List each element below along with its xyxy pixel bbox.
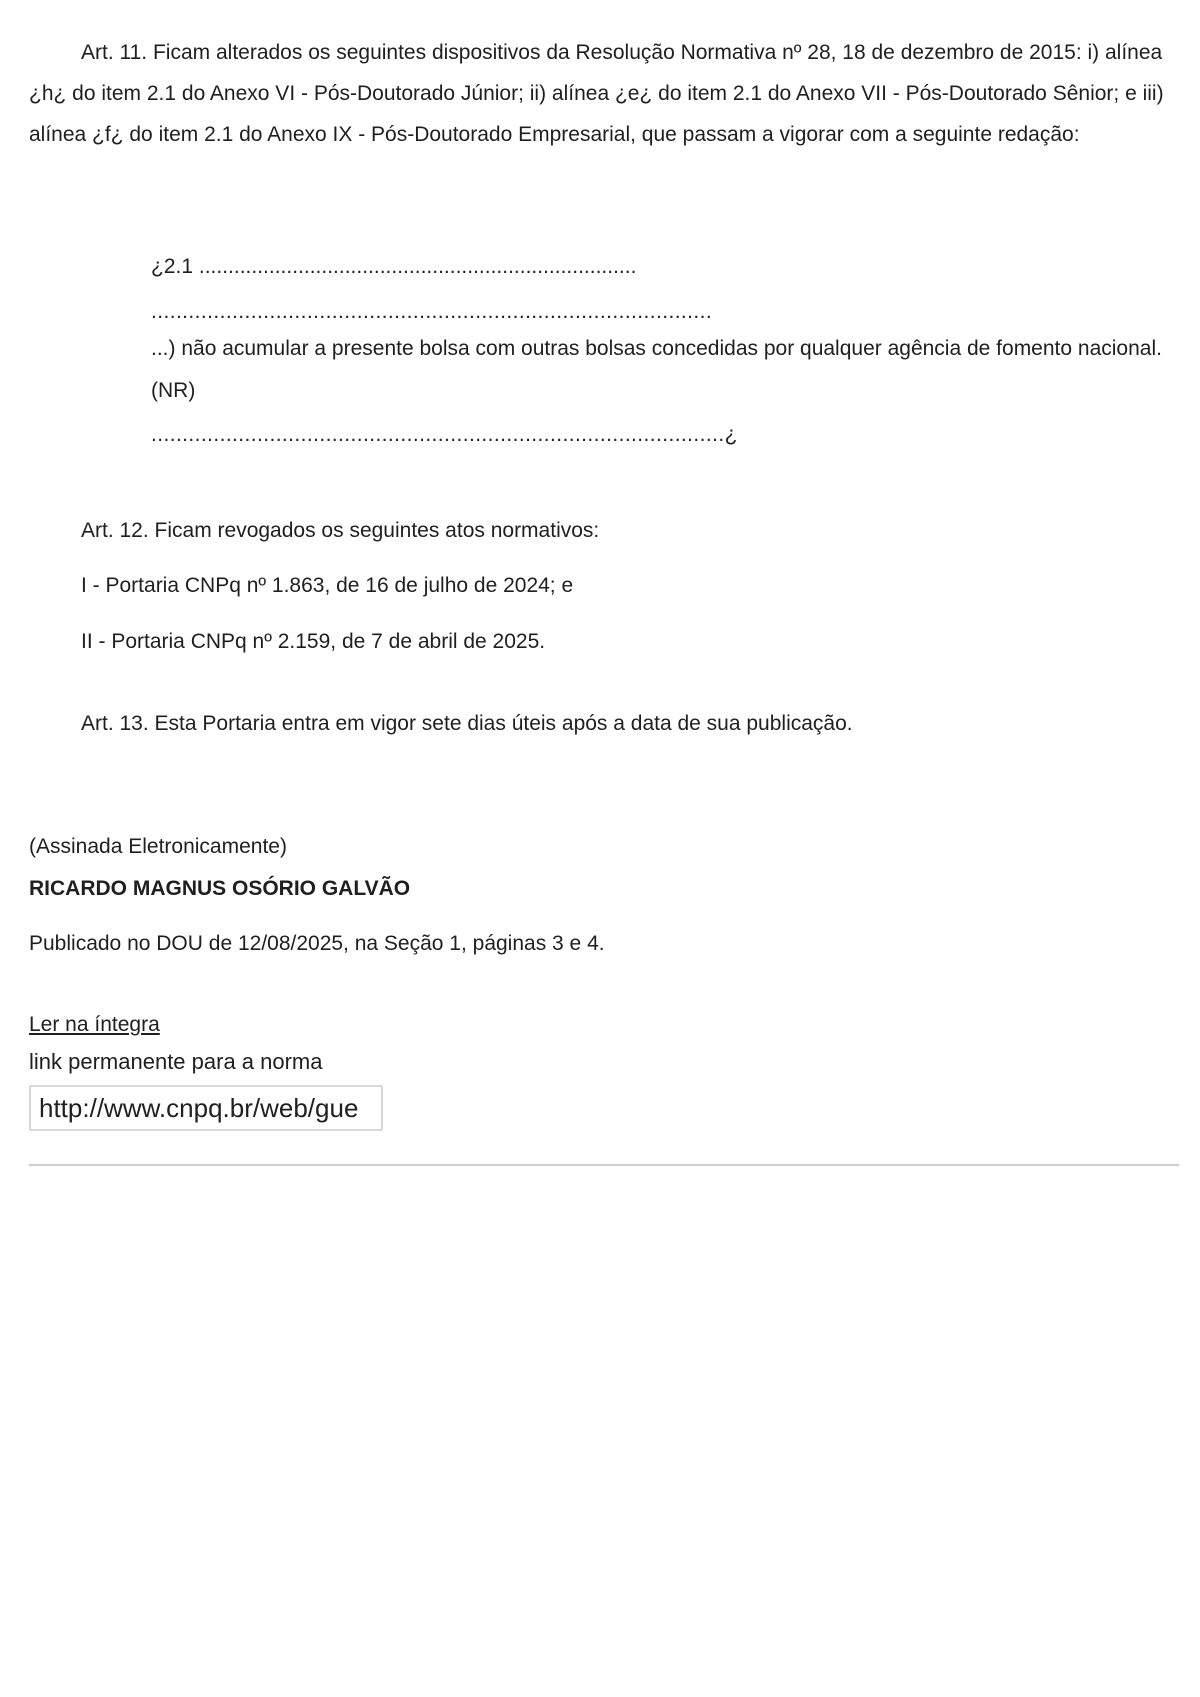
footer-divider bbox=[29, 1164, 1179, 1166]
signature-note: (Assinada Eletronicamente) bbox=[29, 835, 287, 858]
article-12: Art. 12. Ficam revogados os seguintes atos normativos: bbox=[81, 519, 600, 542]
signatory-name: RICARDO MAGNUS OSÓRIO GALVÃO bbox=[29, 877, 411, 900]
read-full-link[interactable]: Ler na íntegra bbox=[29, 1013, 160, 1036]
quoted-text-line-2: .......................................................................................... bbox=[151, 300, 713, 323]
article-12-inciso-1: I - Portaria CNPq nº 1.863, de 16 de julho de 2024; e bbox=[81, 574, 574, 597]
quoted-text-line-1: ¿2.1 ........................................................................... bbox=[151, 255, 637, 278]
quoted-text-line-5: ............................................................................................¿ bbox=[151, 423, 738, 446]
publication-info: Publicado no DOU de 12/08/2025, na Seção 1, páginas 3 e 4. bbox=[29, 932, 605, 955]
article-12-inciso-2: II - Portaria CNPq nº 2.159, de 7 de abril de 2025. bbox=[81, 630, 546, 653]
quoted-text-line-3: ...) não acumular a presente bolsa com outras bolsas concedidas por qualquer agência de fomento nacional. bbox=[151, 337, 1162, 360]
quoted-text-line-4: (NR) bbox=[151, 379, 196, 402]
permanent-link-input[interactable] bbox=[29, 1085, 383, 1131]
permanent-link-label: link permanente para a norma bbox=[29, 1049, 323, 1074]
article-13: Art. 13. Esta Portaria entra em vigor sete dias úteis após a data de sua publicação. bbox=[81, 712, 853, 735]
article-11: Art. 11. Ficam alterados os seguintes dispositivos da Resolução Normativa nº 28, 18 de dezembro de 2015: i) alínea ¿h¿ do item 2.1 do Anexo VI - Pós-Doutorado Júnior; ii) alínea ¿e¿ do item 2.1 do Anexo VII - Pós-Doutorado Sênior; e iii) alínea ¿f¿ do item 2.1 do Anexo IX - Pós-Doutorado Empresarial, que passam a vigorar com a seguinte redação: bbox=[29, 41, 1164, 146]
